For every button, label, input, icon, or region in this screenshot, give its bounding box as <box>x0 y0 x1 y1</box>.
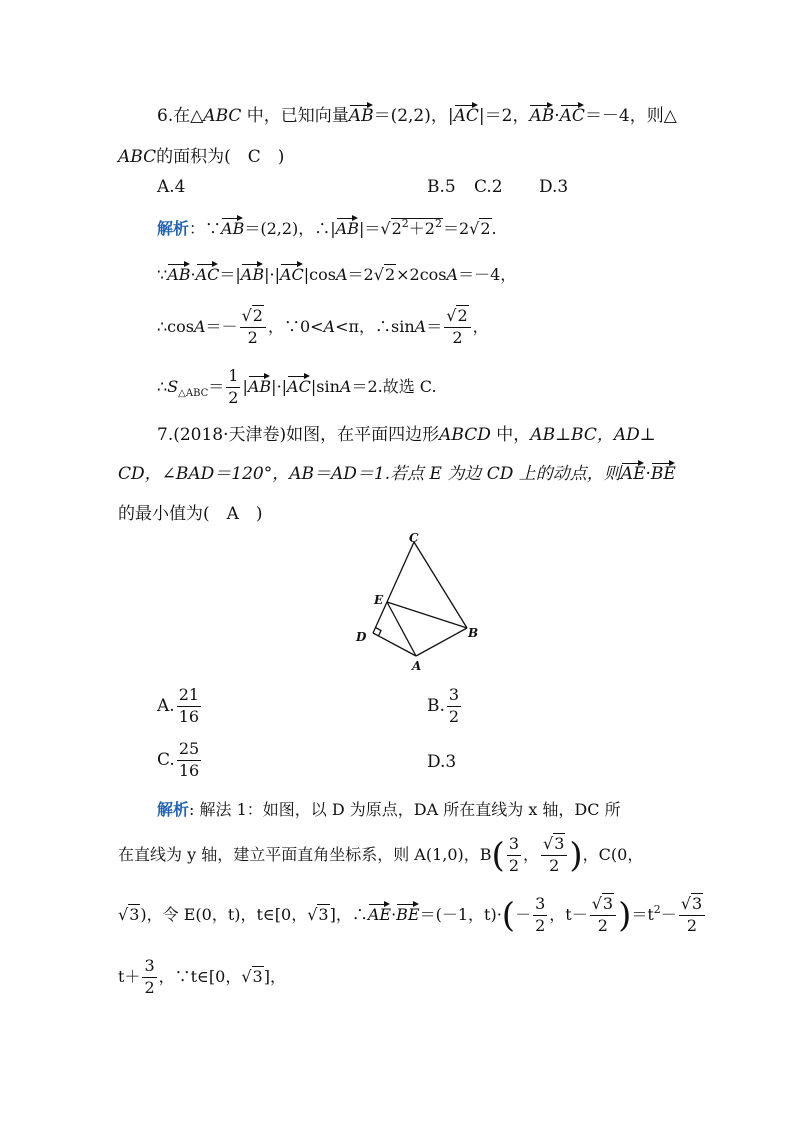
edge-cb <box>414 542 467 628</box>
q7-line2: CD，∠BAD＝120°，AB＝AD＝1.若点 E 为边 CD 上的动点，则AE·BE <box>118 464 676 484</box>
label-e: E <box>374 593 384 607</box>
q7-option-c: C. $\frac{25}{16}$ <box>157 739 200 780</box>
q6-option-d: D.3 <box>539 177 569 197</box>
edge-ab <box>416 628 467 656</box>
q7-option-a: A. $\frac{21}{16}$ <box>157 685 200 726</box>
quadrilateral-figure <box>352 530 492 673</box>
edge-ce <box>387 542 414 602</box>
q7-option-b: B. $\frac{3}{2}$ <box>427 685 460 726</box>
q6-option-c: C.2 <box>474 177 503 197</box>
q7-line3: 的最小值为( A ) <box>118 504 263 524</box>
sol6-line4: $\therefore S_{\triangle ABC}=$ $\frac{1}{2}$ |AB|·|AC|sinA＝2.故选 C. <box>157 366 437 407</box>
sol7-line1: 解析: 解法 1：如图，以 D 为原点，DA 所在直线为 x 轴，DC 所 <box>157 800 621 819</box>
sol6-line1: 解析：∵AB＝(2,2)，$\therefore|AB|=√2^2+2^2=2√2$. <box>157 217 497 238</box>
q6-option-b: B.5 <box>427 177 456 197</box>
q7-line1: 7.(2018·天津卷)如图，在平面四边形ABCD 中，AB⊥BC，AD⊥ <box>157 425 656 445</box>
q7-option-d: D.3 <box>427 752 457 772</box>
q6-option-a: A.4 <box>157 177 186 197</box>
sol6-line2: ∵AB·AC＝|AB|·|AC|cosA＝2√2×2cosA＝－4， <box>157 265 517 284</box>
label-c: C <box>409 531 419 545</box>
sol7-line2: 在直线为 y 轴，建立平面直角坐标系，则 A(1,0)，B( $\frac{3}{2}$ ， $\frac{√3}{2}$ )，C(0， <box>118 834 644 876</box>
label-a: A <box>412 659 422 673</box>
label-d: D <box>356 630 367 644</box>
label-b: B <box>468 626 479 640</box>
q6-line2: ABC的面积为( C ) <box>118 147 285 167</box>
q6-line1: 6.在△ABC 中，已知向量AB＝(2,2)，|AC|＝2，AB·AC＝－4，则△ <box>157 106 677 126</box>
sol6-line3: ∴cosA＝－ $\frac{√2}{2}$ ，∵0<A<π，∴sinA＝ $\frac{√2}{2}$ ， <box>157 306 489 347</box>
solution-label: 解析 <box>157 219 190 238</box>
sol7-line3: √3)，令 E(0，t)，t∈[0，√3]，∴AE·BE＝(－1，t)·(－ $\frac{3}{2}$ ，t－ $\frac{√3}{2}$ )$=t^2-$ $\frac{√3}{2}$ <box>118 896 707 935</box>
sol7-line4: t＋ $\frac{3}{2}$ ，∵t∈[0，√3]， <box>118 956 286 997</box>
